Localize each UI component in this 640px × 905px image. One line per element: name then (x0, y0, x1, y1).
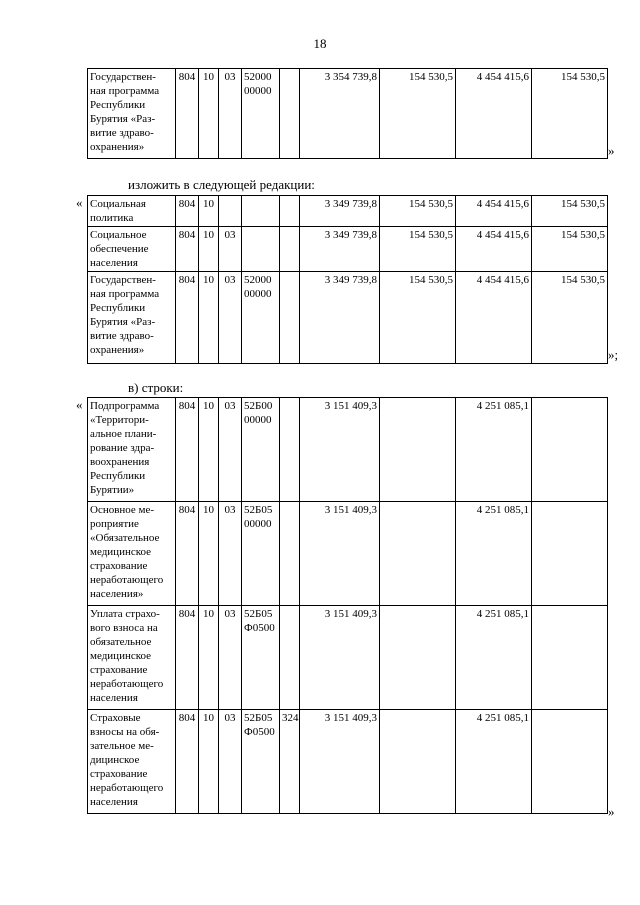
cell-amount-3: 4 454 415,6 (456, 272, 532, 364)
closing-quote: »; (608, 347, 619, 362)
table-row (88, 272, 608, 364)
cell-section: 10 (199, 227, 219, 272)
cell-amount-1: 3 349 739,8 (300, 272, 380, 364)
cell-amount-1: 3 151 409,3 (300, 710, 380, 814)
cell-amount-2 (380, 398, 456, 502)
cell-section: 10 (199, 69, 219, 159)
cell-subsection: 03 (219, 272, 242, 364)
table-row (88, 196, 608, 227)
cell-grbs: 804 (176, 272, 199, 364)
cell-name: Государствен- ная программа Республики Бурятия «Раз- витие здраво- охранения» (88, 272, 176, 364)
cell-section: 10 (199, 710, 219, 814)
intro-text-new-edition: изложить в следующей редакции: (128, 177, 315, 192)
cell-expense-type (280, 606, 300, 710)
cell-amount-3: 4 251 085,1 (456, 606, 532, 710)
opening-quote: « (76, 195, 83, 210)
table-row (88, 398, 608, 502)
cell-amount-4: 154 530,5 (532, 69, 608, 159)
cell-expense-type (280, 227, 300, 272)
cell-amount-1: 3 349 739,8 (300, 196, 380, 227)
cell-amount-1: 3 151 409,3 (300, 502, 380, 606)
cell-target-article: 52Б05 Ф0500 (242, 606, 280, 710)
cell-target-article: 52000 00000 (242, 272, 280, 364)
cell-subsection: 03 (219, 398, 242, 502)
cell-grbs: 804 (176, 502, 199, 606)
budget-table-rows (87, 397, 608, 814)
cell-grbs: 804 (176, 606, 199, 710)
cell-amount-3: 4 454 415,6 (456, 196, 532, 227)
cell-grbs: 804 (176, 196, 199, 227)
cell-amount-4: 154 530,5 (532, 272, 608, 364)
closing-quote: » (608, 804, 615, 819)
table-row (88, 502, 608, 606)
cell-amount-1: 3 151 409,3 (300, 606, 380, 710)
cell-expense-type (280, 398, 300, 502)
table-row (88, 710, 608, 814)
cell-name: Социальная политика (88, 196, 176, 227)
cell-expense-type: 324 (280, 710, 300, 814)
cell-amount-3: 4 251 085,1 (456, 502, 532, 606)
budget-table-new-edition (87, 195, 608, 364)
cell-expense-type (280, 69, 300, 159)
cell-grbs: 804 (176, 710, 199, 814)
table-row (88, 69, 608, 159)
table-row (88, 227, 608, 272)
cell-amount-2 (380, 502, 456, 606)
cell-target-article: 52Б05 Ф0500 (242, 710, 280, 814)
cell-name: Страховые взносы на обя- зательное ме- дицинское страхование неработающего населения (88, 710, 176, 814)
cell-section: 10 (199, 398, 219, 502)
cell-amount-2: 154 530,5 (380, 69, 456, 159)
cell-amount-1: 3 349 739,8 (300, 227, 380, 272)
cell-target-article: 52Б00 00000 (242, 398, 280, 502)
cell-name: Государствен- ная программа Республики Бурятия «Раз- витие здраво- охранения» (88, 69, 176, 159)
cell-subsection: 03 (219, 710, 242, 814)
cell-amount-2: 154 530,5 (380, 196, 456, 227)
cell-subsection: 03 (219, 69, 242, 159)
cell-grbs: 804 (176, 227, 199, 272)
cell-name: Уплата страхо- вого взноса на обязательное медицинское страхование неработающего населения (88, 606, 176, 710)
cell-target-article: 52Б05 00000 (242, 502, 280, 606)
cell-subsection: 03 (219, 502, 242, 606)
cell-section: 10 (199, 196, 219, 227)
cell-expense-type (280, 272, 300, 364)
page-number: 18 (313, 36, 327, 51)
cell-subsection: 03 (219, 227, 242, 272)
cell-amount-4 (532, 606, 608, 710)
cell-amount-4 (532, 710, 608, 814)
cell-amount-2: 154 530,5 (380, 272, 456, 364)
cell-amount-1: 3 354 739,8 (300, 69, 380, 159)
cell-amount-3: 4 454 415,6 (456, 69, 532, 159)
cell-name: Подпрограмма «Территори- альное плани- рование здра- воохранения Республики Бурятии» (88, 398, 176, 502)
cell-target-article (242, 227, 280, 272)
cell-amount-3: 4 251 085,1 (456, 398, 532, 502)
cell-amount-1: 3 151 409,3 (300, 398, 380, 502)
cell-amount-3: 4 251 085,1 (456, 710, 532, 814)
cell-amount-4 (532, 398, 608, 502)
cell-amount-2 (380, 710, 456, 814)
cell-target-article (242, 196, 280, 227)
cell-amount-2 (380, 606, 456, 710)
cell-amount-4: 154 530,5 (532, 227, 608, 272)
cell-section: 10 (199, 606, 219, 710)
cell-name: Социальное обеспечение населения (88, 227, 176, 272)
cell-expense-type (280, 196, 300, 227)
cell-expense-type (280, 502, 300, 606)
opening-quote: « (76, 397, 83, 412)
table-row (88, 606, 608, 710)
cell-amount-4: 154 530,5 (532, 196, 608, 227)
intro-text-rows: в) строки: (128, 380, 184, 395)
cell-amount-4 (532, 502, 608, 606)
cell-section: 10 (199, 272, 219, 364)
cell-target-article: 52000 00000 (242, 69, 280, 159)
cell-subsection: 03 (219, 606, 242, 710)
cell-name: Основное ме- роприятие «Обязательное медицинское страхование неработающего населения» (88, 502, 176, 606)
cell-grbs: 804 (176, 69, 199, 159)
cell-subsection (219, 196, 242, 227)
cell-amount-2: 154 530,5 (380, 227, 456, 272)
closing-quote: » (608, 143, 615, 158)
cell-amount-3: 4 454 415,6 (456, 227, 532, 272)
cell-grbs: 804 (176, 398, 199, 502)
cell-section: 10 (199, 502, 219, 606)
budget-table-original (87, 68, 608, 159)
